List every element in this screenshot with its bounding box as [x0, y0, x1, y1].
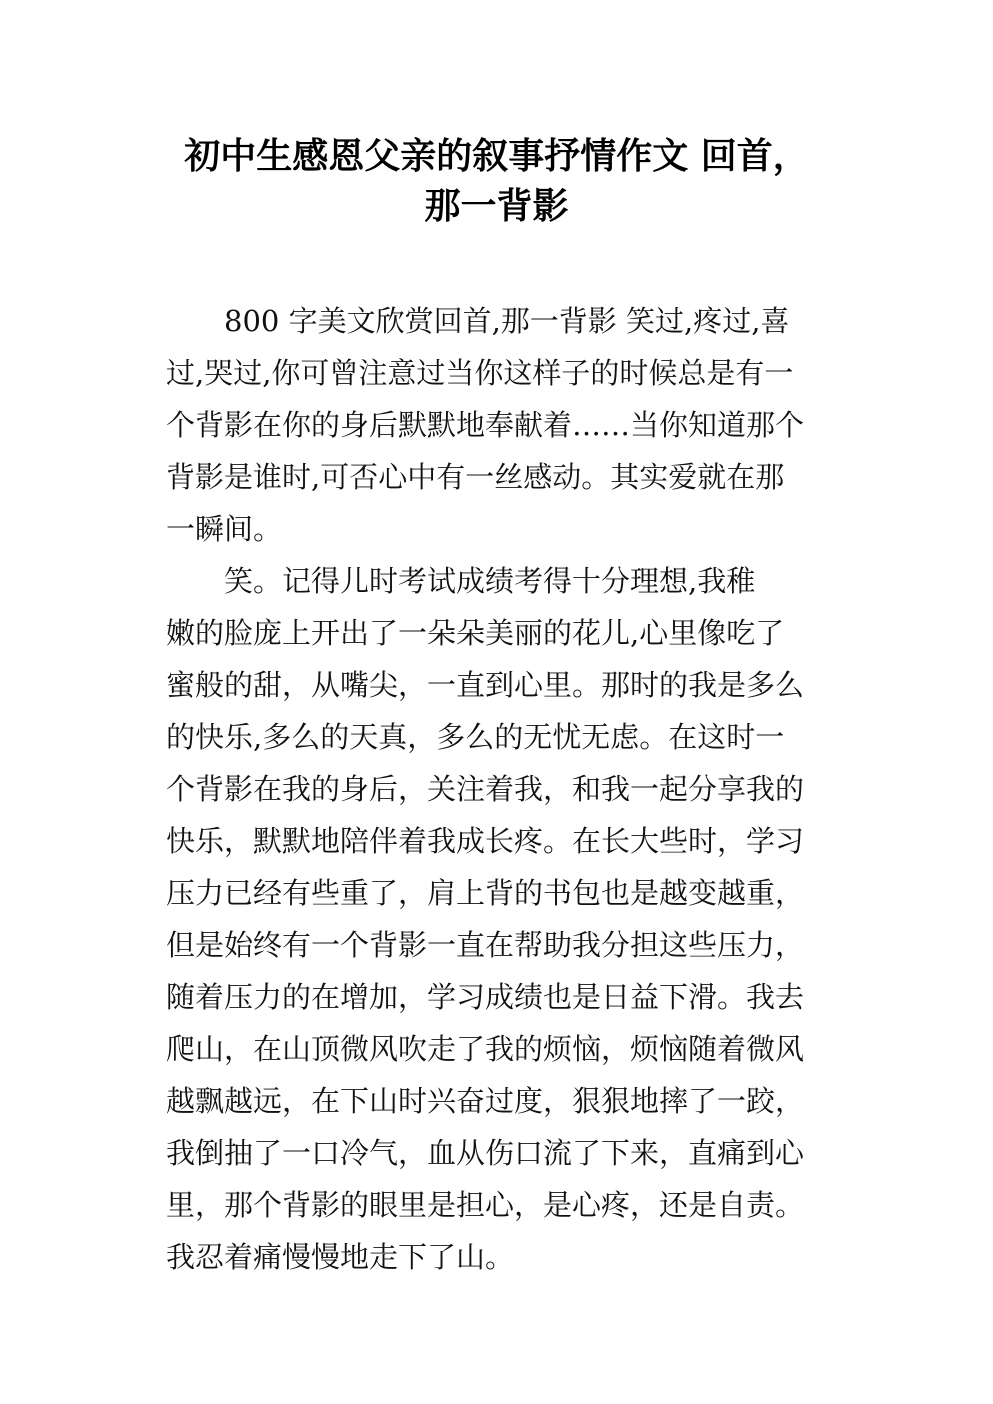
paragraph-line: 但是始终有一个背影一直在帮助我分担这些压力， — [166, 928, 805, 962]
paragraph-line: 越飘越远，在下山时兴奋过度，狠狠地摔了一跤， — [166, 1084, 805, 1118]
paragraph-line: 压力已经有些重了，肩上背的书包也是越变越重， — [166, 876, 805, 910]
paragraph-line: 蜜般的甜，从嘴尖，一直到心里。那时的我是多么 — [166, 668, 805, 702]
paragraph-line: 里，那个背影的眼里是担心，是心疼，还是自责。 — [166, 1188, 805, 1222]
paragraph-line: 800 字美文欣赏回首,那一背影 笑过,疼过,喜 — [224, 304, 790, 338]
paragraph-line: 随着压力的在增加，学习成绩也是日益下滑。我去 — [166, 980, 805, 1014]
paragraph-line: 背影是谁时,可否心中有一丝感动。其实爱就在那 — [166, 460, 785, 494]
document-title-line-1: 初中生感恩父亲的叙事抒情作文 回首， — [184, 136, 809, 177]
paragraph-line: 个背影在我的身后，关注着我，和我一起分享我的 — [166, 772, 805, 806]
paragraph-line: 个背影在你的身后默默地奉献着……当你知道那个 — [166, 408, 805, 442]
paragraph-line: 爬山，在山顶微风吹走了我的烦恼，烦恼随着微风 — [166, 1032, 805, 1066]
document-title-line-2: 那一背影 — [424, 186, 569, 227]
paragraph-line: 笑。记得儿时考试成绩考得十分理想,我稚 — [224, 564, 756, 598]
paragraph-line: 我倒抽了一口冷气，血从伤口流了下来，直痛到心 — [166, 1136, 805, 1170]
paragraph-line: 过,哭过,你可曾注意过当你这样子的时候总是有一 — [166, 356, 794, 390]
paragraph-line: 一瞬间。 — [166, 512, 283, 546]
paragraph-line: 的快乐,多么的天真，多么的无忧无虑。在这时一 — [166, 720, 785, 754]
paragraph-line: 快乐，默默地陪伴着我成长疼。在长大些时，学习 — [166, 824, 805, 858]
paragraph-line: 嫩的脸庞上开出了一朵朵美丽的花儿,心里像吃了 — [166, 616, 785, 650]
paragraph-line: 我忍着痛慢慢地走下了山。 — [166, 1240, 515, 1274]
